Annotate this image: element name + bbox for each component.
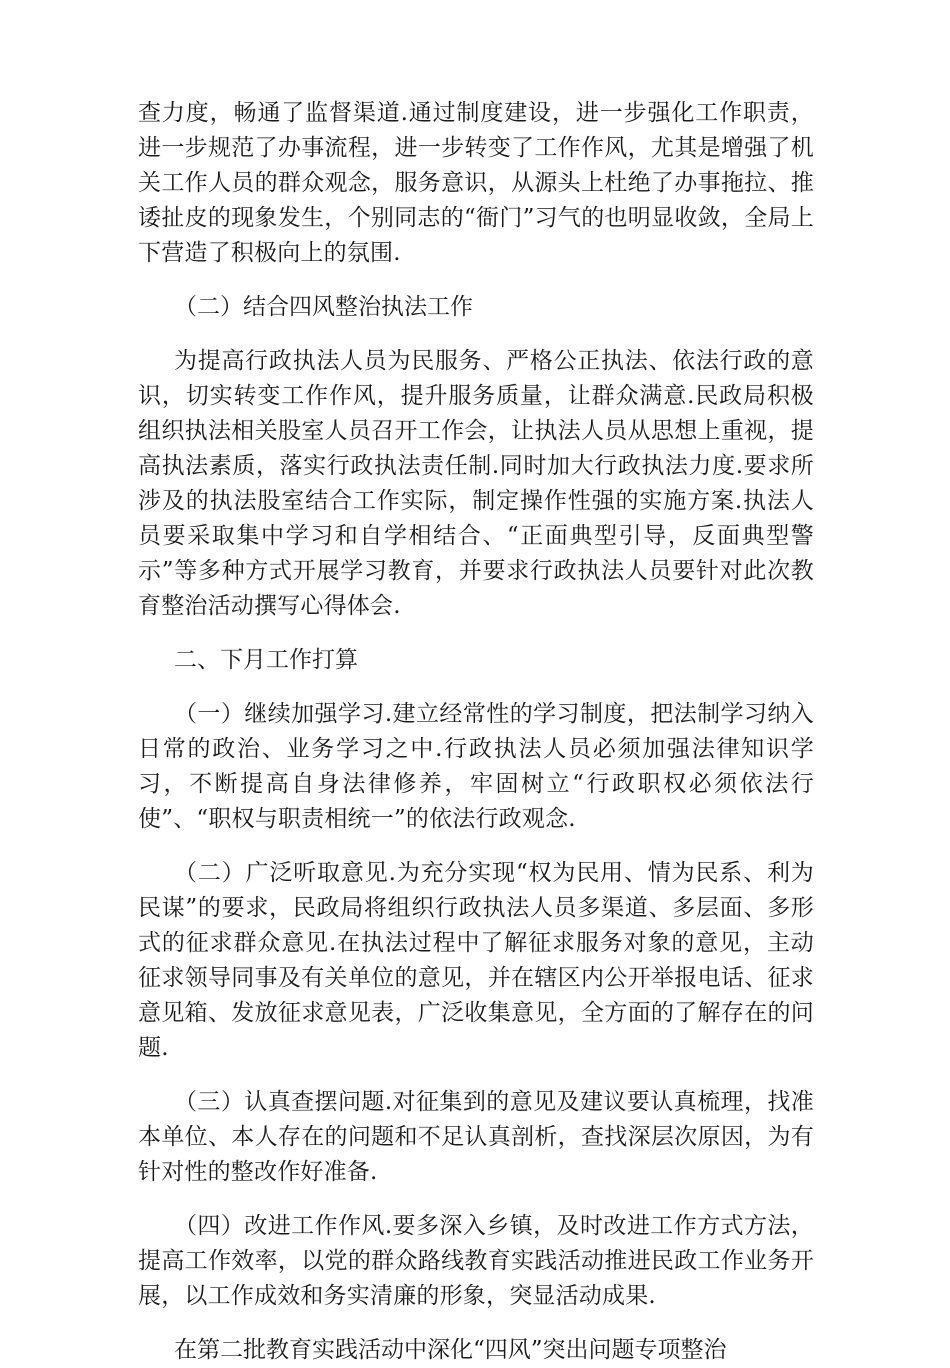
paragraph-gap	[138, 271, 814, 290]
paragraph-gap	[138, 1314, 814, 1333]
section-heading: 二、下月工作打算	[174, 647, 358, 673]
paragraph-gap	[138, 837, 814, 856]
section-heading: （二）结合四风整治执法工作	[174, 294, 473, 320]
paragraph-gap	[138, 325, 814, 344]
body-paragraph: （三）认真查摆问题.对征集到的意见及建议要认真梳理，找准本单位、本人存在的问题和不足认真剖析，查找深层次原因，为有针对性的整改作好准备.	[138, 1089, 814, 1185]
document-title-line: 在第二批教育实践活动中深化“四风”突出问题专项整治	[174, 1337, 727, 1363]
body-paragraph: （四）改进工作作风.要多深入乡镇，及时改进工作方式方法，提高工作效率，以党的群众路线教育实践活动推进民政工作业务开展，以工作成效和务实清廉的形象，突显活动成果.	[138, 1213, 814, 1309]
document-page	[138, 96, 814, 1368]
paragraph-gap	[138, 624, 814, 643]
body-paragraph: （二）广泛听取意见.为充分实现“权为民用、情为民系、利为民谋”的要求，民政局将组织行政执法人员多渠道、多层面、多形式的征求群众意见.在执法过程中了解征求服务对象的意见，主动征求领导同事及有关单位的意见，并在辖区内公开举报电话、征求意见箱、发放征求意见表，广泛收集意见，全方面的了解存在的问题.	[138, 860, 814, 1061]
body-paragraph: 为提高行政执法人员为民服务、严格公正执法、依法行政的意识，切实转变工作作风，提升服务质量，让群众满意.民政局积极组织执法相关股室人员召开工作会，让执法人员从思想上重视，提高执法素质，落实行政执法责任制.同时加大行政执法力度.要求所涉及的执法股室结合工作实际，制定操作性强的实施方案.执法人员要采取集中学习和自学相结合、“正面典型引导，反面典型警示”等多种方式开展学习教育，并要求行政执法人员要针对此次教育整治活动撰写心得体会.	[138, 348, 814, 619]
body-paragraph: （一）继续加强学习.建立经常性的学习制度，把法制学习纳入日常的政治、业务学习之中.行政执法人员必须加强法律知识学习，不断提高自身法律修养，牢固树立“行政职权必须依法行使”、“职权与职责相统一”的依法行政观念.	[138, 701, 814, 832]
paragraph-gap	[138, 678, 814, 697]
body-paragraph: 查力度，畅通了监督渠道.通过制度建设，进一步强化工作职责，进一步规范了办事流程，进一步转变了工作作风，尤其是增强了机关工作人员的群众观念，服务意识，从源头上杜绝了办事拖拉、推诿扯皮的现象发生，个别同志的“衙门”习气的也明显收敛，全局上下营造了积极向上的氛围.	[138, 100, 814, 266]
paragraph-gap	[138, 1066, 814, 1085]
paragraph-gap	[138, 1190, 814, 1209]
